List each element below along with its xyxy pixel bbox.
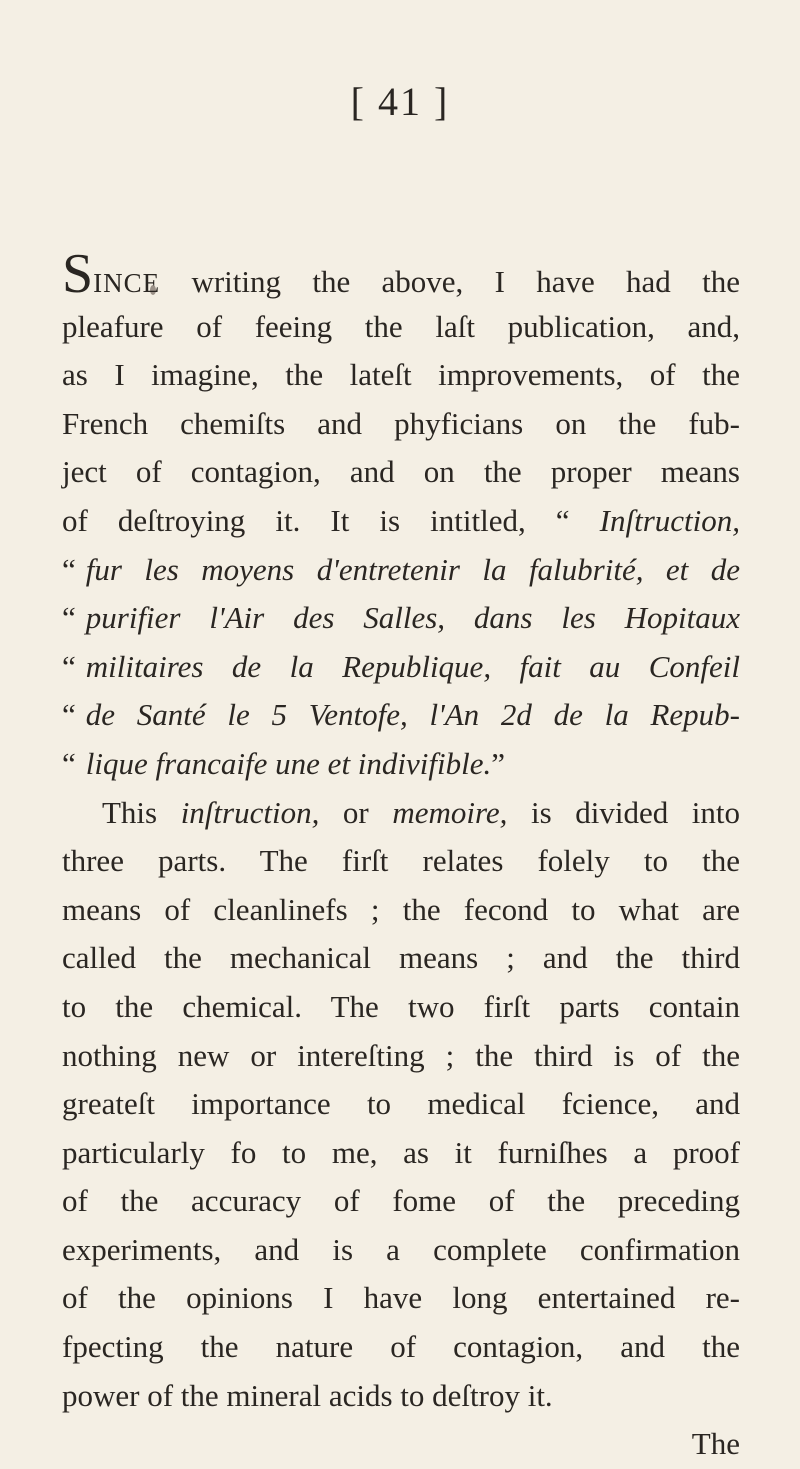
text-run: “ bbox=[62, 551, 76, 587]
text-line bbox=[62, 837, 740, 886]
text-run: Inſtruction, bbox=[599, 502, 740, 538]
text-run: of deſtroying it. It is intitled, “ bbox=[62, 502, 600, 538]
text-run: ” bbox=[491, 745, 506, 781]
text-run: as I imagine, the lateſt improvements, of the bbox=[62, 357, 740, 393]
text-run: of the accuracy of fome of the preceding bbox=[62, 1183, 740, 1219]
text-run: The bbox=[691, 1426, 740, 1462]
text-run: de Santé le 5 Ventofe, l'An 2d de la Repub- bbox=[85, 697, 740, 733]
text-run: fur les moyens d'entretenir la falubrité, et de bbox=[85, 551, 740, 587]
text-line bbox=[62, 243, 740, 305]
drop-cap: S bbox=[62, 243, 94, 305]
text-line bbox=[62, 1372, 740, 1421]
text-run: militaires de la Republique, fait au Confeil bbox=[85, 648, 740, 684]
text-line bbox=[62, 1032, 740, 1081]
text-line bbox=[62, 1129, 740, 1178]
text-run: lique francaife une et indivifible. bbox=[85, 745, 492, 781]
text-run: “ bbox=[62, 745, 76, 781]
text-line bbox=[62, 1274, 740, 1323]
text-line bbox=[62, 691, 740, 740]
text-run: nothing new or intereſting ; the third is of the bbox=[62, 1037, 740, 1073]
body-text bbox=[62, 243, 740, 1469]
text-run: means of cleanlinefs ; the fecond to what are bbox=[62, 891, 740, 927]
text-line bbox=[62, 351, 740, 400]
text-run: inſtruction, bbox=[180, 794, 320, 830]
text-line bbox=[62, 789, 740, 838]
text-run: “ bbox=[62, 697, 76, 733]
text-line bbox=[62, 448, 740, 497]
text-run: or bbox=[319, 794, 393, 830]
text-run: writing the above, I have had the bbox=[160, 264, 740, 299]
text-line bbox=[62, 594, 740, 643]
text-line bbox=[62, 1080, 740, 1129]
text-run: INCE bbox=[93, 268, 161, 298]
text-run: greateſt importance to medical fcience, and bbox=[62, 1086, 740, 1122]
text-line bbox=[62, 1323, 740, 1372]
text-run: “ bbox=[62, 600, 76, 636]
text-line bbox=[62, 303, 740, 352]
text-line bbox=[62, 886, 740, 935]
text-run: French chemiſts and phyficians on the fub- bbox=[62, 405, 740, 441]
text-run: power of the mineral acids to deſtroy it. bbox=[62, 1377, 553, 1413]
text-run: “ bbox=[62, 648, 76, 684]
text-line bbox=[62, 740, 740, 789]
page-number: [ 41 ] bbox=[350, 79, 450, 124]
text-run: particularly fo to me, as it furniſhes a proof bbox=[62, 1134, 740, 1170]
text-run: This bbox=[102, 794, 181, 830]
text-run: ject of contagion, and on the proper means bbox=[62, 454, 740, 490]
text-line bbox=[62, 643, 740, 692]
text-run: purifier l'Air des Salles, dans les Hopitaux bbox=[85, 600, 740, 636]
text-run: pleafure of feeing the laſt publication, and, bbox=[62, 308, 740, 344]
text-line bbox=[62, 1420, 740, 1469]
text-run: experiments, and is a complete confirmation bbox=[62, 1231, 740, 1267]
text-line bbox=[62, 1177, 740, 1226]
text-run: of the opinions I have long entertained re- bbox=[62, 1280, 740, 1316]
text-line bbox=[62, 983, 740, 1032]
text-run: memoire, bbox=[392, 794, 508, 830]
text-run: fpecting the nature of contagion, and the bbox=[62, 1329, 740, 1365]
text-run: is divided into bbox=[507, 794, 740, 830]
text-line bbox=[62, 934, 740, 983]
text-run: three parts. The firſt relates folely to the bbox=[62, 843, 740, 879]
text-line bbox=[62, 1226, 740, 1275]
text-line bbox=[62, 497, 740, 546]
text-run: called the mechanical means ; and the third bbox=[62, 940, 740, 976]
text-run: to the chemical. The two firſt parts contain bbox=[62, 988, 740, 1024]
text-line bbox=[62, 546, 740, 595]
text-line bbox=[62, 400, 740, 449]
